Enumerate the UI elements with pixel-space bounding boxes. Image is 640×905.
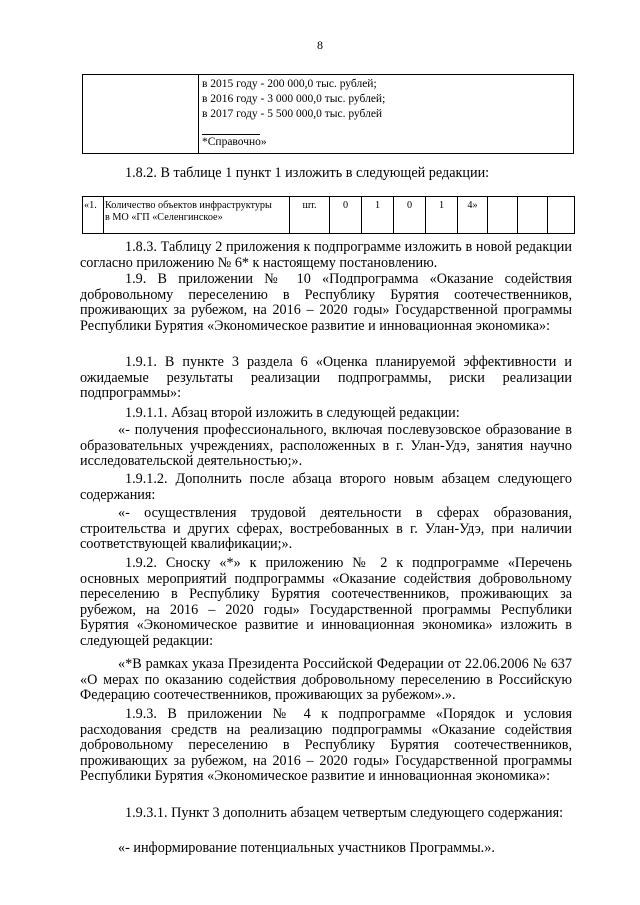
indicator-name-line-1: Количество объектов инфраструктуры	[105, 200, 272, 211]
indicator-name	[104, 197, 290, 234]
footnote-text: *Справочно»	[202, 136, 267, 148]
paragraph-1-9-1-2: 1.9.1.2. Дополнить после абзаца второго новым абзацем следующего содержания:	[80, 471, 572, 503]
indicator-value: 0	[330, 197, 362, 234]
paragraph-1-9-1: 1.9.1. В пункте 3 раздела 6 «Оценка планируемой эффективности и ожидаемые результаты реализации подпрограммы, риски реализации подпрограммы»:	[80, 354, 572, 402]
indicator-value	[518, 197, 548, 234]
quote-employment: «- осуществления трудовой деятельности в сферах образования, строительства и других сферах, востребованных в г. Улан-Удэ, при наличии соответствующей квалификации;».	[80, 505, 572, 553]
indicator-value	[548, 197, 575, 234]
paragraph-1-9-1-1: 1.9.1.1. Абзац второй изложить в следующей редакции:	[125, 405, 460, 421]
indicator-number: «1.	[83, 197, 104, 234]
indicator-value: 1	[362, 197, 394, 234]
funding-table-amounts-cell	[199, 75, 574, 154]
paragraph-1-9-3: 1.9.3. В приложении № 4 к подпрограмме «Порядок и условия расходования средств на реализацию подпрограммы «Оказание содействия добровольному переселению в Республику Бурятия соотечественников, проживающих за рубежом, на 2016 – 2020 годы» Государственной программы Республики Бурятия «Экономическое развитие и инновационная экономика»:	[80, 706, 572, 785]
quote-education: «- получения профессионального, включая послевузовское образование в образовательных учреждениях, расположенных в г. Улан-Удэ, занятия научно исследовательской деятельностью;».	[80, 422, 572, 470]
paragraph-1-9-3-1: 1.9.3.1. Пункт 3 дополнить абзацем четвертым следующего содержания:	[125, 805, 564, 821]
indicator-value: 1	[426, 197, 458, 234]
paragraph-1-8-2: 1.8.2. В таблице 1 пункт 1 изложить в следующей редакции:	[125, 165, 490, 181]
funding-table-fragment	[82, 74, 574, 154]
quote-decree-footnote: «*В рамках указа Президента Российской Федерации от 22.06.2006 № 637 «О мерах по оказанию содействия добровольному переселению в Российскую Федерацию соотечественников, проживающих за рубежом».».	[80, 656, 572, 704]
funding-line-2015: в 2015 году - 200 000,0 тыс. рублей;	[202, 78, 377, 90]
indicator-value: 4»	[458, 197, 488, 234]
indicator-name-line-2: в МО «ГП «Селенгинское»	[105, 212, 223, 223]
funding-line-2017: в 2017 году - 5 500 000,0 тыс. рублей	[202, 108, 383, 120]
funding-line-2016: в 2016 году - 3 000 000,0 тыс. рублей;	[202, 93, 386, 105]
indicator-unit: шт.	[290, 197, 330, 234]
quote-informing: «- информирование потенциальных участников Программы.».	[118, 840, 495, 856]
indicator-table-row	[82, 196, 575, 234]
paragraph-1-9-2: 1.9.2. Сноску «*» к приложению № 2 к подпрограмме «Перечень основных мероприятий подпрограммы «Оказание содействия добровольному переселению в Республику Бурятия соотечественников, проживающих за рубежом, на 2016 – 2020 годы» Государственной программы Республики Бурятия «Экономическое развитие и инновационная экономика» изложить в следующей редакции:	[80, 555, 572, 649]
paragraph-1-8-3: 1.8.3. Таблицу 2 приложения к подпрограмме изложить в новой редакции согласно приложению № 6* к настоящему постановлению.	[80, 239, 572, 271]
funding-table-empty-cell	[83, 75, 199, 154]
paragraph-1-9: 1.9. В приложении № 10 «Подпрограмма «Оказание содействия добровольному переселению в Республику Бурятия соотечественников, проживающих за рубежом, на 2016 – 2020 годы» Государственной программы Республики Бурятия «Экономическое развитие и инновационная экономика»:	[80, 271, 572, 334]
indicator-value	[488, 197, 518, 234]
indicator-value: 0	[394, 197, 426, 234]
page-number: 8	[317, 38, 323, 52]
